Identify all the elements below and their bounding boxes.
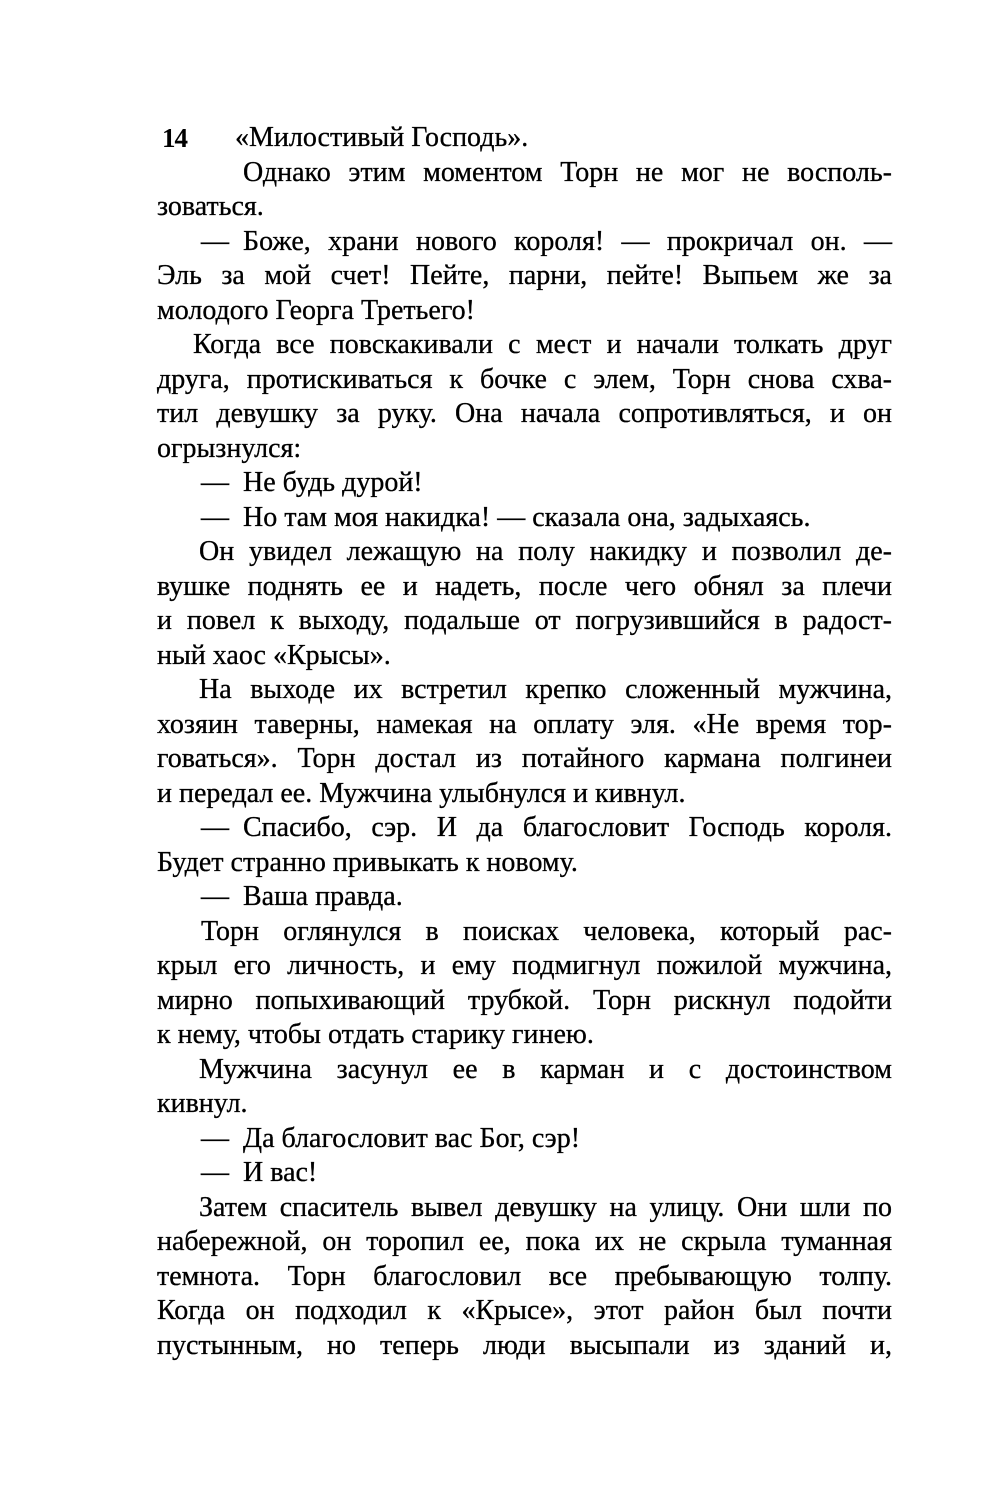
paragraph bbox=[157, 466, 892, 501]
paragraph bbox=[157, 1191, 892, 1364]
text-line: вушке поднять ее и надеть, после чего обнял за плечи bbox=[157, 570, 892, 602]
text-line: На выходе их встретил крепко сложенный мужчина, bbox=[199, 674, 892, 705]
text-line: — Да благословит вас Бог, сэр! bbox=[201, 1122, 581, 1154]
text-line: ный хаос «Крысы». bbox=[157, 639, 391, 671]
paragraph bbox=[157, 915, 892, 1053]
text-line: — Спасибо, сэр. И да благословит Господь короля. bbox=[201, 812, 892, 843]
text-line: — Но там моя накидка! — сказала она, задыхаясь. bbox=[201, 501, 811, 533]
text-line: пустынным, но теперь люди высыпали из зданий и, bbox=[157, 1329, 892, 1361]
text-line: Эль за мой счет! Пейте, парни, пейте! Выпьем же за bbox=[157, 260, 892, 291]
paragraph bbox=[157, 1156, 892, 1191]
text-line: — И вас! bbox=[201, 1157, 318, 1188]
text-line: темнота. Торн благословил все пребывающую толпу. bbox=[157, 1260, 892, 1292]
text-line: Затем спаситель вывел девушку на улицу. Они шли по bbox=[199, 1191, 892, 1223]
text-line: и повел к выходу, подальше от погрузившийся в радост- bbox=[157, 605, 892, 636]
text-line: мирно попыхивающий трубкой. Торн рискнул подойти bbox=[157, 984, 892, 1016]
paragraph bbox=[157, 1053, 892, 1122]
paragraph bbox=[157, 225, 892, 329]
text-line: друга, протискиваться к бочке с элем, Торн снова схва- bbox=[157, 363, 892, 395]
text-line: Он увидел лежащую на полу накидку и позволил де- bbox=[199, 536, 892, 567]
paragraph bbox=[157, 156, 892, 225]
text-line: говаться». Торн достал из потайного кармана полгинеи bbox=[157, 743, 892, 774]
text-line: набережной, он торопил ее, пока их не скрыла туманная bbox=[157, 1226, 892, 1257]
text-line: Когда он подходил к «Крысе», этот район был почти bbox=[157, 1295, 892, 1326]
paragraph bbox=[157, 880, 892, 915]
text-line: «Милостивый Господь». bbox=[235, 122, 529, 153]
text-line: к нему, чтобы отдать старику гинею. bbox=[157, 1019, 594, 1050]
text-line: — Не будь дурой! bbox=[201, 467, 423, 498]
text-line: огрызнулся: bbox=[157, 432, 302, 464]
text-line: зоваться. bbox=[157, 191, 264, 222]
page-number: 14 bbox=[162, 123, 187, 153]
text-line: Мужчина засунул ее в карман и с достоинством bbox=[199, 1053, 892, 1085]
text-line: — Ваша правда. bbox=[201, 881, 403, 912]
text-line: молодого Георга Третьего! bbox=[157, 294, 475, 326]
text-line: Будет странно привыкать к новому. bbox=[157, 846, 578, 878]
text-column bbox=[157, 121, 892, 1363]
text-line: и передал ее. Мужчина улыбнулся и кивнул. bbox=[157, 777, 686, 809]
text-line: — Боже, храни нового короля! — прокричал он. — bbox=[201, 225, 892, 257]
text-line: Торн оглянулся в поисках человека, который рас- bbox=[201, 915, 892, 947]
paragraph bbox=[157, 1122, 892, 1157]
paragraph bbox=[157, 673, 892, 811]
paragraph bbox=[157, 121, 892, 156]
text-line: тил девушку за руку. Она начала сопротивляться, и он bbox=[157, 398, 892, 429]
text-line: хозяин таверны, намекая на оплату эля. «Не время тор- bbox=[157, 708, 892, 740]
text-line: крыл его личность, и ему подмигнул пожилой мужчина, bbox=[157, 950, 892, 981]
paragraph bbox=[157, 328, 892, 466]
text-line: Однако этим моментом Торн не мог не восполь- bbox=[243, 156, 892, 188]
paragraph bbox=[157, 501, 892, 536]
text-line: Когда все повскакивали с мест и начали толкать друг bbox=[193, 329, 892, 360]
paragraph bbox=[157, 535, 892, 673]
text-line: кивнул. bbox=[157, 1088, 248, 1119]
paragraph bbox=[157, 811, 892, 880]
